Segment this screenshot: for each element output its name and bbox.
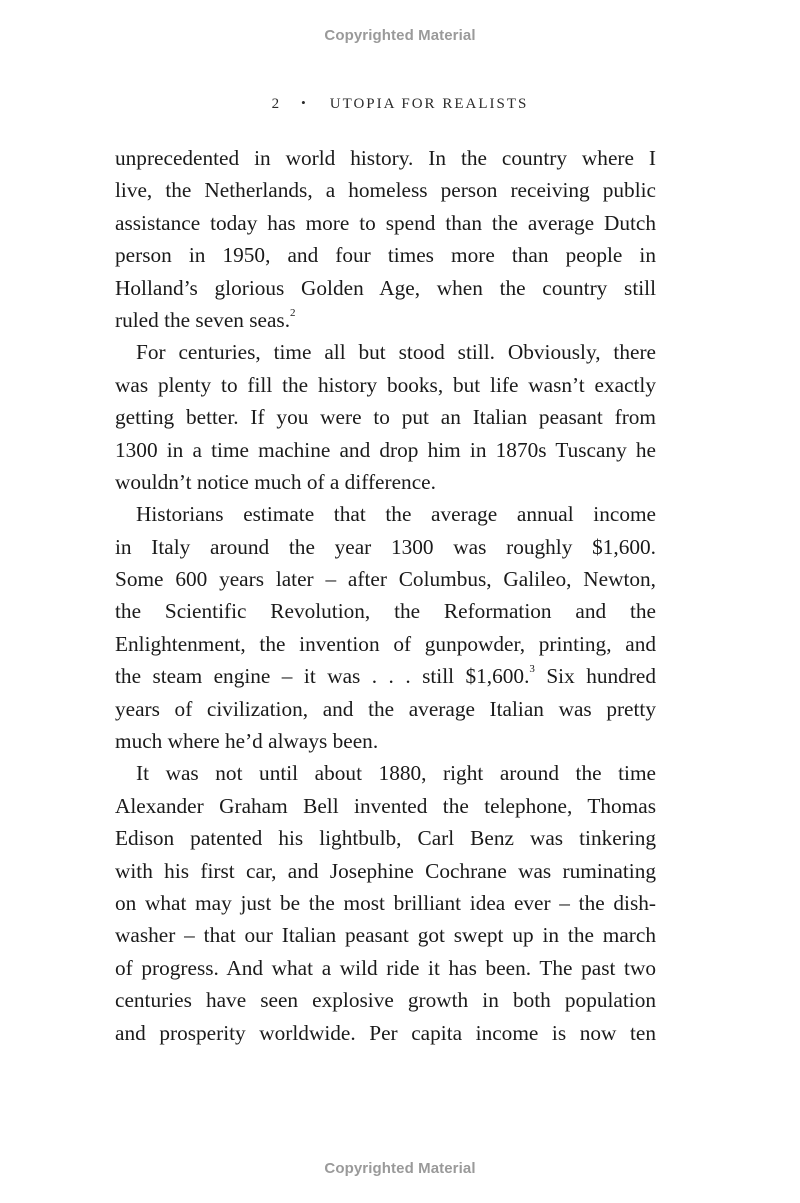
- text-line: assistance today has more to spend than the average Dutch: [115, 210, 656, 235]
- text-line: Edison patented his lightbulb, Carl Benz was tinkering: [115, 826, 656, 851]
- book-title: UTOPIA FOR REALISTS: [329, 96, 529, 112]
- text-line: live, the Netherlands, a homeless person receiving public: [115, 178, 656, 203]
- text-line: [115, 304, 656, 336]
- running-head: [0, 96, 800, 113]
- text-line: Some 600 years later – after Columbus, Galileo, Newton,: [115, 567, 656, 592]
- text-line: was plenty to fill the history books, but life wasn’t exactly: [115, 372, 656, 397]
- bullet-separator-icon: •: [301, 95, 308, 110]
- text-line: years of civilization, and the average Italian was pretty: [115, 696, 656, 721]
- text-line: [115, 660, 656, 692]
- line-text: Six hundred: [534, 664, 656, 689]
- text-line: getting better. If you were to put an Italian peasant from: [115, 405, 656, 430]
- line-text: ruled the seven seas.: [115, 307, 291, 332]
- text-line: Holland’s glorious Golden Age, when the country still: [115, 275, 656, 300]
- text-line: unprecedented in world history. In the country where I: [115, 146, 656, 170]
- text-line: with his first car, and Josephine Cochrane was ruminating: [115, 858, 656, 883]
- watermark-bottom: Copyrighted Material: [324, 1160, 476, 1177]
- line-text: the steam engine – it was . . . still $1,600.: [115, 664, 530, 689]
- page-number: 2: [271, 96, 282, 112]
- text-line: It was not until about 1880, right around the time: [136, 761, 656, 786]
- text-line: on what may just be the most brilliant idea ever – the dish-: [115, 890, 656, 915]
- text-line: centuries have seen explosive growth in both population: [115, 988, 656, 1013]
- text-line: in Italy around the year 1300 was roughly $1,600.: [115, 534, 656, 559]
- text-line: of progress. And what a wild ride it has been. The past two: [115, 955, 656, 980]
- body-text: [115, 142, 656, 1049]
- footnote-marker[interactable]: 3: [529, 663, 535, 676]
- text-line: person in 1950, and four times more than people in: [115, 243, 656, 268]
- text-line: much where he’d always been.: [115, 729, 379, 754]
- text-line: washer – that our Italian peasant got swept up in the march: [115, 923, 656, 948]
- text-line: 1300 in a time machine and drop him in 1870s Tuscany he: [115, 437, 656, 462]
- text-line: the Scientific Revolution, the Reformation and the: [115, 599, 656, 624]
- watermark-top: Copyrighted Material: [324, 27, 476, 44]
- text-line: Historians estimate that the average annual income: [136, 502, 656, 527]
- text-line: For centuries, time all but stood still. Obviously, there: [136, 340, 656, 365]
- text-line: wouldn’t notice much of a difference.: [115, 469, 436, 494]
- text-line: Alexander Graham Bell invented the telephone, Thomas: [115, 793, 656, 818]
- text-line: Enlightenment, the invention of gunpowder, printing, and: [115, 631, 656, 656]
- footnote-marker[interactable]: 2: [290, 306, 296, 319]
- text-line: and prosperity worldwide. Per capita income is now ten: [115, 1020, 656, 1045]
